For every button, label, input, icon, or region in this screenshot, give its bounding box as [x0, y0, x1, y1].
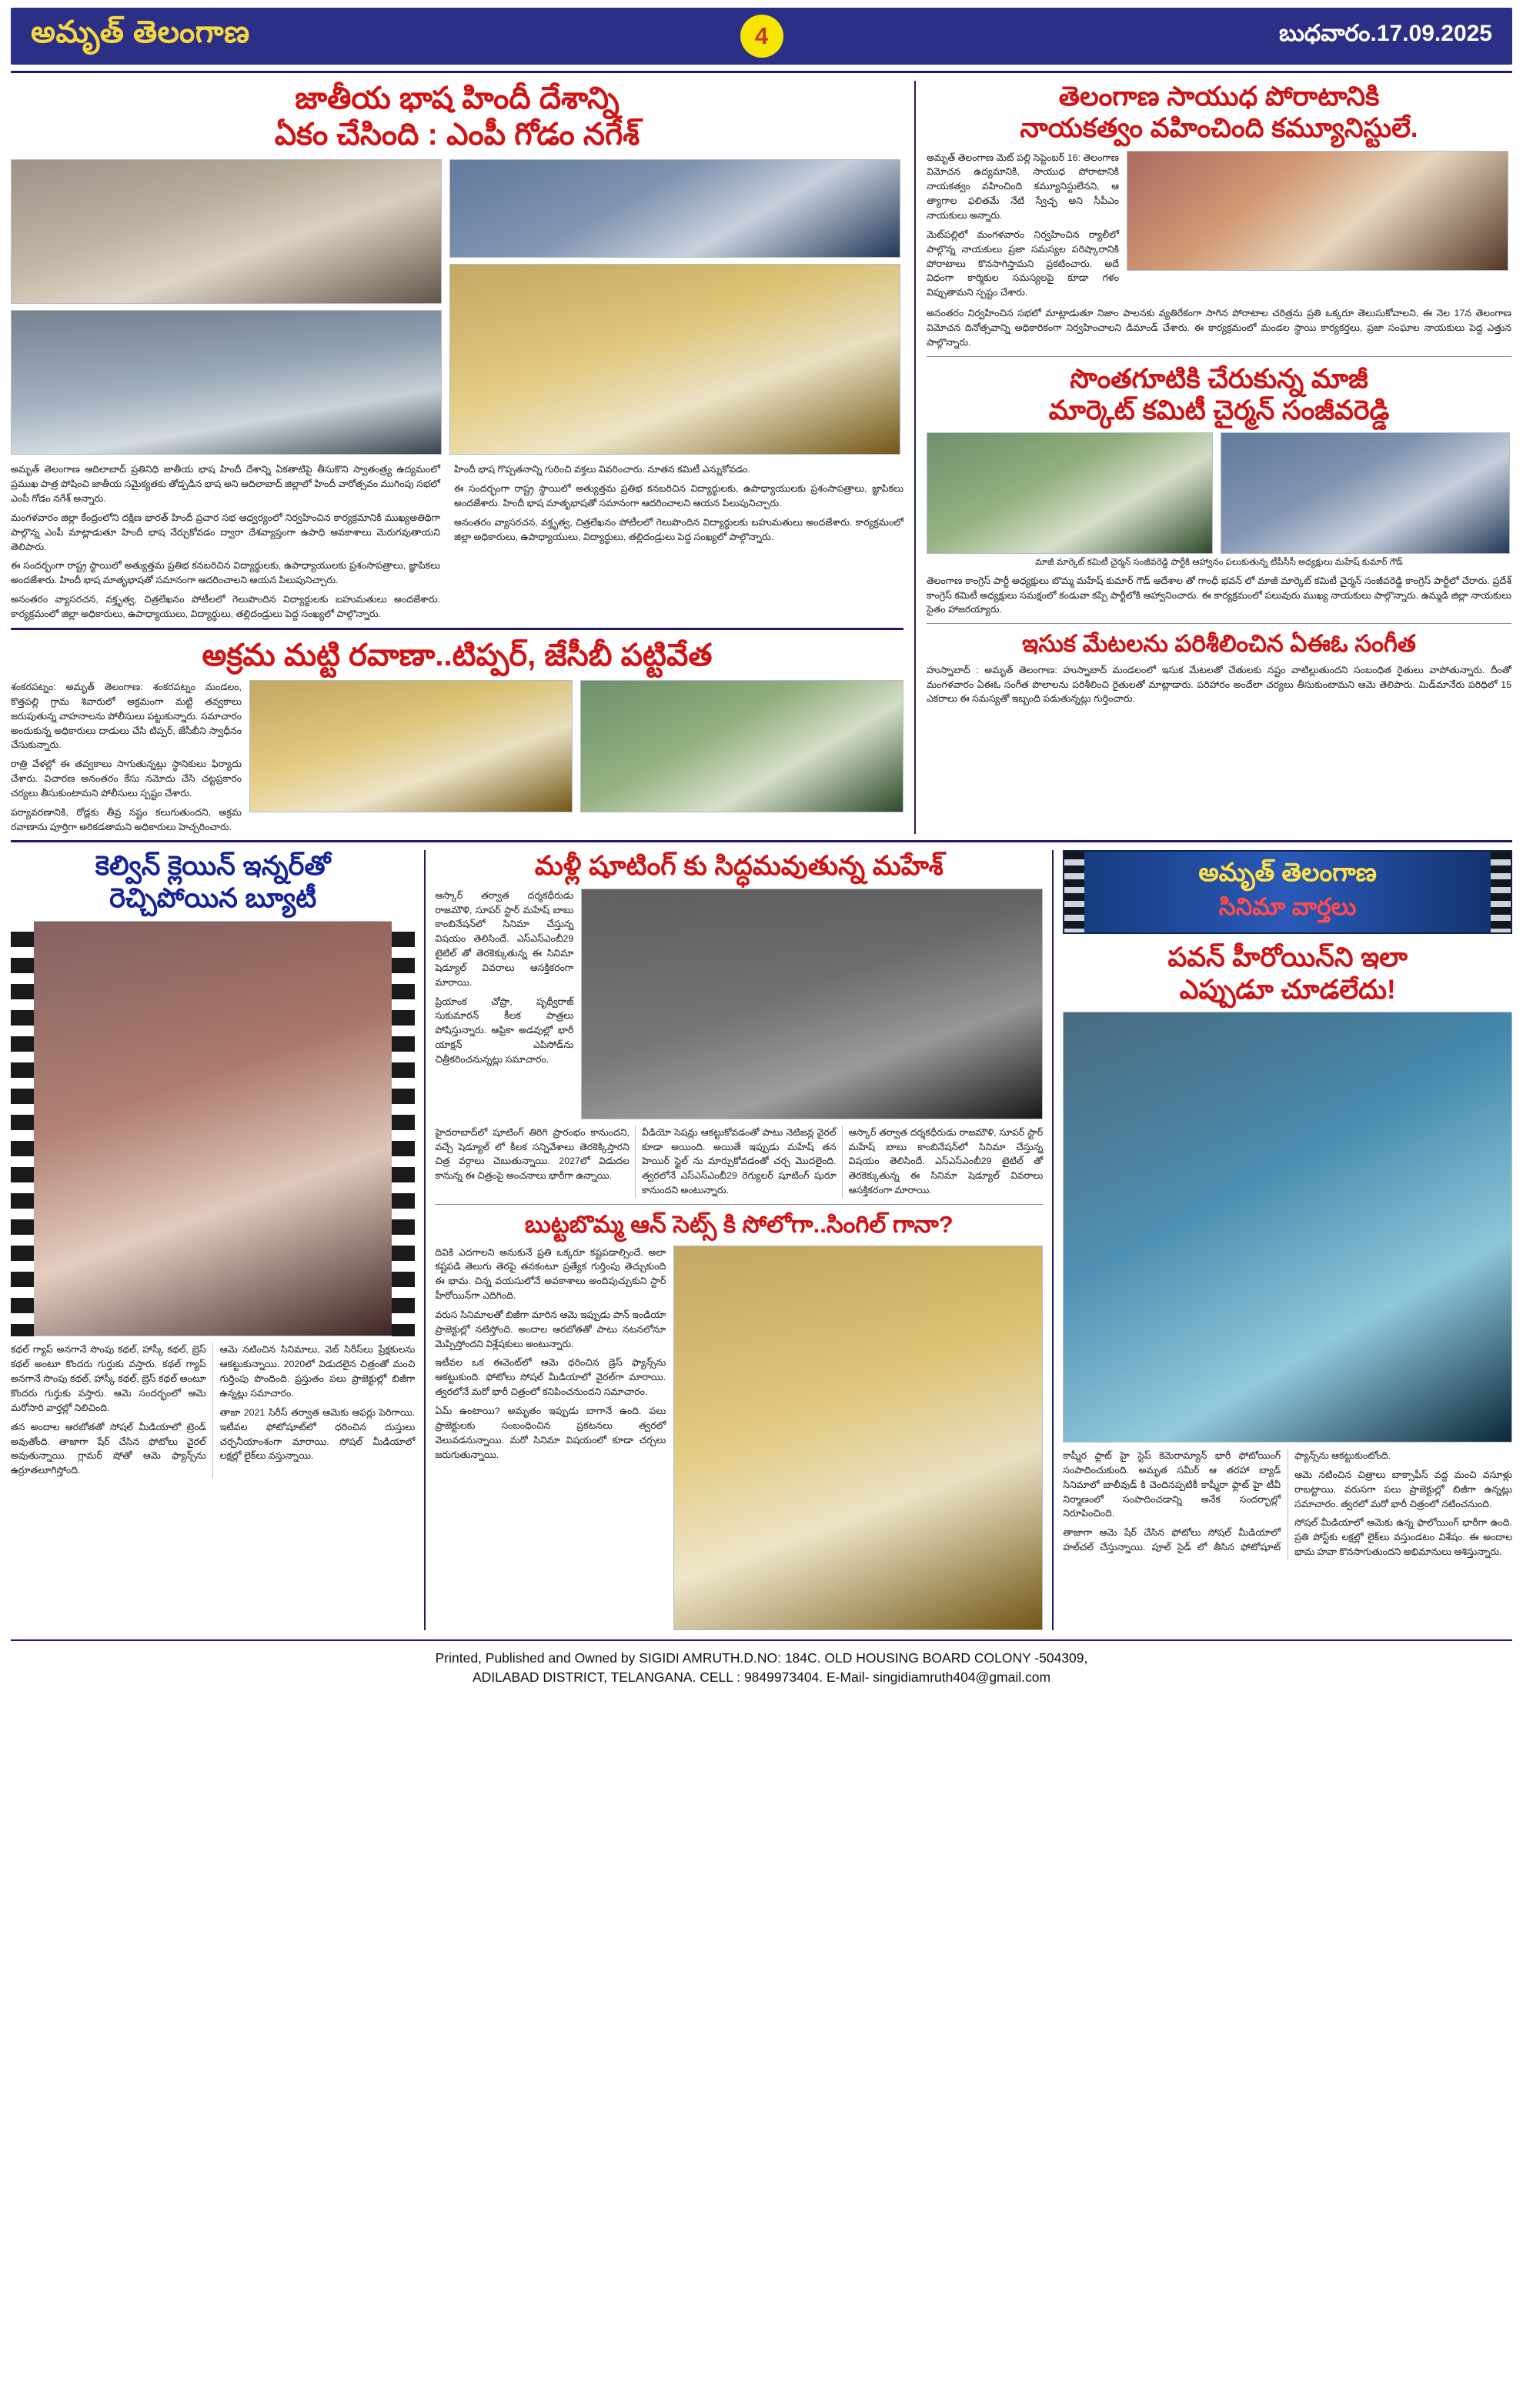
story1-caption: హిందీ భాష గొప్పతనాన్ని గురించి వక్తలు వివరించారు. నూతన కమిటీ ఎన్నుకోవడం. — [454, 464, 750, 475]
story8-paragraph-3: ఇటీవల ఒక ఈవెంట్‌లో ఆమె ధరించిన డ్రెస్ ఫ్యాన్స్‌ను ఆకట్టుకుంది. ఫోటోలు సోషల్ మీడియాలో వైరల్‌గా మారాయి. త్వరలోనే మరో భారీ చిత్రంలో కనిపించనుందని సమాచారం. — [435, 1357, 666, 1398]
bottom-section — [11, 850, 1512, 1629]
publication-date: బుధవారం.17.09.2025 — [1279, 20, 1492, 46]
story2-divider — [927, 356, 1511, 357]
story6-paragraph-2: తన అందాల ఆరబోతతో సోషల్ మీడియాలో ట్రెండ్ అవుతోంది. తాజాగా షేర్ చేసిన ఫోటోలు వైరల్ అవుతున్నాయి. గ్లామర్ షోతో ఆమె ఫ్యాన్స్‌ను ఉర్రూతలూగిస్తోంది. — [11, 1421, 206, 1476]
story1-photo-2 — [11, 310, 442, 455]
story5-photo-jcb — [580, 680, 903, 812]
story8-paragraph-2: వరుస సినిమాలతో బిజీగా మారిన ఆమె ఇప్పుడు పాన్ ఇండియా ప్రాజెక్టుల్లో నటిస్తోంది. అందాల ఆరబోతతో పాటు నటనలోనూ మెప్పిస్తోందని విశ్లేషకులు అంటున్నారు. — [435, 1309, 666, 1349]
story9-paragraph-1: కాష్మీర ఫ్లాట్ హై స్టెప్ కెమెరామ్యాన్ భారీ ఫోటోయింగ్ సంపాదించుకుంది. అమృత సమీర్ ఆ తరహా బ్యాడ్ సినిమాలో బాలీవుడ్ కి చెందినప్పటికీ కాష్మీరా ఫ్లాట్ హై టీవీ నిర్మాణంలో సంపాదించడాన్ని అనేక సందర్భాల్లో నిరూపించింది. — [1063, 1450, 1281, 1519]
story2-paragraph-3: అనంతరం నిర్వహించిన సభలో మాట్లాడుతూ నిజాం పాలనకు వ్యతిరేకంగా సాగిన పోరాటాల చరిత్రను ప్రతి ఒక్కరూ తెలుసుకోవాలని, ఈ నెల 17న తెలంగాణ విమోచన దినోత్సవాన్ని అధికారికంగా నిర్వహించాలని డిమాండ్ చేశారు. ఈ కార్యక్రమంలో మండల స్థాయి కార్యకర్తలు, ప్రజా సంఘాల నాయకులు పెద్ద ఎత్తున పాల్గొన్నారు. — [927, 308, 1511, 348]
story6-headline-line2: రెచ్చిపోయిన బ్యూటీ — [109, 883, 317, 914]
story4-headline: ఇసుక మేటలను పరిశీలించిన ఏఈఓ సంగీత — [1021, 630, 1417, 658]
story1-paragraph-3: ఈ సందర్భంగా రాష్ట్ర స్థాయిలో అత్యుత్తమ ప్రతిభ కనబరిచిన విద్యార్థులకు, ఉపాధ్యాయులకు ప్రశంసాపత్రాలు, జ్ఞాపికలు అందజేశారు. హిందీ భాష మాతృభాషతో సమానంగా ఆదరించాలని ఆయన పిలుపునిచ్చారు. — [11, 560, 441, 586]
story6-headline-line1: కెల్విన్ క్లెయిన్ ఇన్నర్‌తో — [95, 851, 331, 882]
story4-paragraph: హుస్నాబాద్ : అమృత్ తెలంగాణ: హుస్నాబాద్ మండలంలో ఇసుక మేటలతో చేతులకు నష్టం వాటిల్లుతుందని సంబంధిత రైతులు వాపోతున్నారు. దీంతో మంగళవారం ఏఈఓ సంగీత పొలాలను పరిశీలించి రైతులతో మాట్లాడారు. పరిహారం అందేలా చర్యలు తీసుకుంటామని ఆమె తెలిపారు. మిడ్‌మానేరు పరిధిలో 15 ఎకరాలు ఈ సమస్యతో ఇబ్బంది పడుతున్నట్లు గుర్తించారు. — [927, 664, 1511, 705]
story9-headline-line1: పవన్ హీరోయిన్‌ని ఇలా — [1167, 942, 1408, 973]
story7-headline: మళ్లీ షూటింగ్ కు సిద్ధమవుతున్న మహేశ్ — [534, 851, 944, 882]
story6-paragraph-4: తాజా 2021 సిరీస్ తర్వాత ఆమెకు ఆఫర్లు పెరిగాయి. ఇటీవల ఫోటోషూట్‌లో ధరించిన దుస్తులు చర్చనీయాంశంగా మారాయి. సోషల్ మీడియాలో లక్షల్లో లైక్‌లు వస్తున్నాయి. — [219, 1406, 416, 1462]
top-vertical-rule — [914, 81, 916, 834]
story1-divider — [11, 628, 903, 630]
publication-title: అమృత్ తెలంగాణ — [31, 15, 250, 49]
filmstrip-right-icon — [1491, 852, 1511, 932]
story3-headline-line2: మార్కెట్ కమిటీ చైర్మన్ సంజీవరెడ్డి — [1048, 395, 1390, 425]
story3-photo-2 — [1221, 432, 1510, 554]
left-column — [11, 81, 903, 834]
cinema-news-banner — [1063, 850, 1512, 934]
bottom-column-3 — [1063, 850, 1512, 1629]
story5-paragraph-1: శంకరపట్నం: అమృత్ తెలంగాణ: శంకరపట్నం మండలం, కొత్తపల్లి గ్రామ శివారులో అక్రమంగా మట్టి తవ్వకాలు జరుపుతున్న వాహనాలను పోలీసులు పట్టుకున్నారు. సమాచారం అందుకున్న అధికారులు దాడులు చేసి టిప్పర్, జేసీబీని స్వాధీనం చేసుకున్నారు. — [11, 682, 242, 751]
story1-photo-3 — [449, 159, 900, 258]
story2-paragraph-1: అమృత్ తెలంగాణ మెట్ పల్లి సెప్టెంబర్ 16: తెలంగాణ విమోచన ఉద్యమానికి, సాయుధ పోరాటానికి నాయకత్వం వహించింది కమ్యూనిస్టులేనని, ఆ త్యాగాల ఫలితమే నేటి స్వేచ్ఛ అని సీపీఎం నాయకులు అన్నారు. — [927, 152, 1119, 221]
story5-paragraph-2: రాత్రి వేళల్లో ఈ తవ్వకాలు సాగుతున్నట్లు స్థానికులు ఫిర్యాదు చేశారు. విచారణ అనంతరం కేసు నమోదు చేసి చట్టప్రకారం చర్యలు తీసుకుంటామని పోలీసులు స్పష్టం చేశారు. — [11, 759, 242, 799]
film-perforation-left-icon — [11, 921, 34, 1336]
masthead — [11, 8, 1512, 65]
story1-headline-line1: జాతీయ భాష హిందీ దేశాన్ని — [295, 82, 620, 115]
masthead-divider — [11, 71, 1512, 73]
story1-photo-4 — [449, 264, 900, 455]
story1-headline-line2: ఏకం చేసింది : ఎంపీ గోడం నగేశ్ — [274, 118, 640, 152]
story5-headline: అక్రమ మట్టి రవాణా..టిప్పర్, జేసీబీ పట్టివేత — [202, 638, 713, 672]
story6-paragraph-3: ఆమె నటించిన సినిమాలు, వెబ్ సిరీస్‌లు ప్రేక్షకులను ఆకట్టుకున్నాయి. 2020లో విడుదలైన చిత్రంతో మంచి గుర్తింపు పొందింది. ప్రస్తుతం పలు ప్రాజెక్టుల్లో బిజీగా ఉన్నట్లు సమాచారం. — [219, 1344, 416, 1399]
bottom-column-2 — [435, 850, 1043, 1629]
story9-paragraph-4: సోషల్ మీడియాలో ఆమెకు ఉన్న ఫాలోయింగ్ భారీగా ఉంది. ప్రతి పోస్ట్‌కు లక్షల్లో లైక్‌లు వస్తుండటం విశేషం. ఈ అందాల భామ హవా కొనసాగుతుందని అభిమానులు ఆశిస్తున్నారు. — [1294, 1517, 1512, 1558]
story8-photo-heroine — [673, 1246, 1043, 1630]
story3-photo-1 — [927, 432, 1213, 554]
story9-paragraph-3: ఆమె నటించిన చిత్రాలు బాక్సాఫీస్ వద్ద మంచి వసూళ్లు రాబట్టాయి. వరుసగా పలు ప్రాజెక్టుల్లో బిజీగా ఉన్నట్లు సమాచారం. త్వరలో మరో భారీ చిత్రంలో నటించనుంది. — [1294, 1469, 1512, 1509]
story8-paragraph-4: ఏమ్ ఉంటాయి? అమృతం ఇప్పుడు బాగానే ఉంది. పలు ప్రాజెక్టులకు సంబంధించిన ప్రకటనలు త్వరలో వెలువడనున్నాయి. మరో సినిమా విషయంలో కూడా చర్చలు జరుగుతున్నాయి. — [435, 1405, 666, 1460]
story3-paragraph: తెలంగాణ కాంగ్రెస్ పార్టీ అధ్యక్షులు బొమ్మ మహేష్ కుమార్ గౌడ్ ఆదేశాల తో గాంధీ భవన్ లో మాజీ మార్కెట్ కమిటీ చైర్మన్ సంజీవరెడ్డి కాంగ్రెస్ పార్టీలో చేరారు. ప్రదేశ్ కాంగ్రెస్ కమిటీ అధ్యక్షులు సమక్షంలో కండువా కప్పి పార్టీలోకి ఆహ్వానించారు. ఈ కార్యక్రమంలో పలువురు ముఖ్య నాయకులు పాల్గొన్నారు. ఉమ్మడి జిల్లా నాయకులు సైతం హాజరయ్యారు. — [927, 575, 1511, 615]
page-number-badge: 4 — [740, 15, 783, 58]
story2-photo — [1127, 151, 1508, 271]
story5-paragraph-3: పర్యావరణానికి, రోడ్లకు తీవ్ర నష్టం కలుగుతుందని, అక్రమ రవాణాను పూర్తిగా అరికడతామని అధికారులు హెచ్చరించారు. — [11, 806, 242, 832]
story9-paragraph-2: తాజాగా ఆమె షేర్ చేసిన ఫోటోలు సోషల్ మీడియాలో హల్‌చల్ చేస్తున్నాయి. పూల్ సైడ్ లో తీసిన ఫోటోషూట్ ఫ్యాన్స్‌ను ఆకట్టుకుంటోంది. — [1063, 1450, 1391, 1553]
story7-photo-mahesh — [581, 889, 1043, 1119]
story7-paragraph-3: హైదరాబాద్‌లో షూటింగ్ తిరిగి ప్రారంభం కానుందని, వచ్చే షెడ్యూల్ లో కీలక సన్నివేశాలు తెరకెక్కిస్తారని చిత్ర వర్గాలు చెబుతున్నాయి. 2027లో విడుదల కానున్న ఈ చిత్రంపై అంచనాలు భారీగా ఉన్నాయి. — [435, 1126, 630, 1182]
story1-paragraph-5: ఈ సందర్భంగా రాష్ట్ర స్థాయిలో అత్యుత్తమ ప్రతిభ కనబరిచిన విద్యార్థులకు, ఉపాధ్యాయులకు ప్రశంసాపత్రాలు, జ్ఞాపికలు అందజేశారు. హిందీ భాష మాతృభాషతో సమానంగా ఆదరించాలని ఆయన పిలుపునిచ్చారు. — [454, 483, 903, 509]
story7-paragraph-4: వీడియో సెషన్లు ఆకట్టుకోవడంతో పాటు నెటిజన్ల వైరల్ కూడా అయింది. అయితే ఇప్పుడు మహేష్ తన హెయిర్ స్టైల్ ను మార్చుకోవడంతో చర్చ మొదలైంది. త్వరలోనే ఎస్ఎస్ఎంబీ29 రెగ్యులర్ షూటింగ్ షురూ కానుందని అంటున్నారు. — [641, 1126, 837, 1196]
story3-divider — [927, 623, 1511, 624]
story1-paragraph-1: అమృత్ తెలంగాణ ఆదిలాబాద్ ప్రతినిధి జాతీయ భాష హిందీ దేశాన్ని ఏకతాటిపై తీసుకొని స్వాతంత్ర్య ఉద్యమంలో ప్రముఖ పాత్ర పోషించి జాతీయ సమైక్యతకు తోడ్పడిన భాష అని ఆదిలాబాద్ జిల్లాలో హిందీ వారోత్సవం ముగింపు సభలో ఎంపీ గోడం నగేశ్ అన్నారు. — [11, 464, 441, 505]
filmstrip-left-icon — [1064, 852, 1084, 932]
story7-paragraph-2: ప్రియాంక చోప్రా, పృథ్వీరాజ్ సుకుమారన్ కీలక పాత్రలు పోషిస్తున్నారు. ఆఫ్రికా అడవుల్లో భారీ యాక్షన్ ఎపిసోడ్‌ను చిత్రీకరించనున్నట్లు సమాచారం. — [435, 996, 574, 1066]
story1-paragraph-2: మంగళవారం జిల్లా కేంద్రంలోని దక్షిణ భారత్ హిందీ ప్రచార సభ ఆధ్వర్యంలో నిర్వహించిన కార్యక్రమానికి ముఖ్యఅతిథిగా పాల్గొన్న ఎంపీ మాట్లాడుతూ హిందీ భాష నేర్చుకోవడం ద్వారా దేశవ్యాప్తంగా ఉపాధి అవకాశాలు మెరుగవుతాయని తెలిపారు. — [11, 512, 441, 552]
story7-paragraph-1: ఆస్కార్ తర్వాత దర్శకధీరుడు రాజమౌళి, సూపర్ స్టార్ మహేష్ బాబు కాంబినేషన్‌లో సినిమా చేస్తున్న విషయం తెలిసిందే. ఎస్ఎస్ఎంబీ29 టైటిల్ తో తెరకెక్కుతున్న ఈ సినిమా షెడ్యూల్ వివరాలు ఆసక్తికరంగా మారాయి. — [435, 889, 574, 988]
story1-paragraph-6: అనంతరం వ్యాసరచన, వక్తృత్వ, చిత్రలేఖనం పోటీలలో గెలుపొందిన విద్యార్థులకు బహుమతులు అందజేశారు. కార్యక్రమంలో జిల్లా అధికారులు, ఉపాధ్యాయులు, విద్యార్థులు, తల్లిదండ్రులు పెద్ద సంఖ్యలో పాల్గొన్నారు. — [454, 516, 903, 542]
story2-headline-line2: నాయకత్వం వహించింది కమ్యూనిస్టులే. — [1020, 113, 1418, 144]
footer-line-2: ADILABAD DISTRICT, TELANGANA. CELL : 9849973404. E-Mail- singidiamruth404@gmail.com — [472, 1669, 1051, 1685]
story9-headline-line2: ఎప్పుడూ చూడలేదు! — [1179, 974, 1396, 1005]
story5-photo-tipper — [249, 680, 573, 812]
story8-headline: బుట్టబొమ్మ ఆన్ సెట్స్ కి సోలోగా..సింగిల్ గానా? — [524, 1210, 954, 1238]
story2-paragraph-2: మెట్‌పల్లిలో మంగళవారం నిర్వహించిన ర్యాలీలో పాల్గొన్న నాయకులు ప్రజా సమస్యల పరిష్కారానికి పోరాటాలు కొనసాగిస్తామని ప్రకటించారు. అదే విధంగా కార్మికుల సమస్యలపై కూడా గళం విప్పుతామని స్పష్టం చేశారు. — [927, 228, 1119, 298]
mid-divider — [11, 840, 1512, 842]
story2-headline-line1: తెలంగాణ సాయుధ పోరాటానికి — [1058, 82, 1380, 112]
footer-imprint — [11, 1639, 1512, 1699]
story6-photo — [11, 921, 415, 1336]
story9-photo — [1063, 1012, 1512, 1442]
story3-caption: మాజీ మార్కెట్ కమిటీ చైర్మన్ సంజీవరెడ్డి పార్టీకి ఆహ్వానం పలుకుతున్న టీపీసీసీ అధ్యక్షులు మహేష్ కుమార్ గౌడ్ — [1035, 558, 1403, 568]
cinema-banner-line2: సినిమా వార్తలు — [1218, 893, 1357, 921]
story7-paragraph-5: ఆస్కార్ తర్వాత దర్శకధీరుడు రాజమౌళి, సూపర్ స్టార్ మహేష్ బాబు కాంబినేషన్‌లో సినిమా చేస్తున్న విషయం తెలిసిందే. ఎస్ఎస్ఎంబీ29 టైటిల్ తో తెరకెక్కుతున్న ఈ సినిమా షెడ్యూల్ వివరాలు ఆసక్తికరంగా మారాయి. — [848, 1126, 1044, 1196]
film-perforation-right-icon — [392, 921, 415, 1336]
bottom-vertical-rule-1 — [424, 850, 426, 1629]
footer-line-1: Printed, Published and Owned by SIGIDI AMRUTH.D.NO: 184C. OLD HOUSING BOARD COLONY -504309, — [435, 1649, 1088, 1666]
bottom-vertical-rule-2 — [1052, 850, 1054, 1629]
story1-photo-1 — [11, 159, 442, 304]
top-section — [11, 81, 1512, 834]
cinema-banner-line1: అమృత్ తెలంగాణ — [1198, 858, 1377, 887]
story1-paragraph-4: అనంతరం వ్యాసరచన, వక్తృత్వ, చిత్రలేఖనం పోటీలలో గెలుపొందిన విద్యార్థులకు బహుమతులు అందజేశారు. కార్యక్రమంలో జిల్లా అధికారులు, ఉపాధ్యాయులు, విద్యార్థులు, తల్లిదండ్రులు పెద్ద సంఖ్యలో పాల్గొన్నారు. — [11, 594, 441, 619]
story3-headline-line1: సొంతగూటికి చేరుకున్న మాజీ — [1070, 363, 1368, 394]
story7-divider — [435, 1204, 1043, 1205]
story6-paragraph-1: కథల్ గ్యాప్ అనగానే సొంపు కథల్, హాస్కీ కథల్, బ్రెస్ కథల్ అంటూ కొందరు గుర్తుకు వస్తారు. కథల్ గ్యాప్ అనగానే సొంపు కథల్, హాస్కీ కథల్, బ్రెస్ కథల్ అంటూ కొందరు గుర్తుకు వస్తారు. ఆమె సందర్భంలో ఆమె మరోసారి వార్తల్లో నిలిచింది. — [11, 1344, 206, 1413]
story8-paragraph-1: దివికి ఎదగాలని అనుకునే ప్రతి ఒక్కరూ కష్టపడాల్సిందే. అలా కష్టపడి తెలుగు తెరపై తనకంటూ ప్రత్యేక గుర్తింపు తెచ్చుకుంది ఈ భామ. చిన్న వయసులోనే అవకాశాలు అందిపుచ్చుకుని స్టార్ హీరోయిన్‌గా ఎదిగింది. — [435, 1246, 666, 1302]
right-column — [927, 81, 1511, 834]
bottom-column-1 — [11, 850, 415, 1629]
